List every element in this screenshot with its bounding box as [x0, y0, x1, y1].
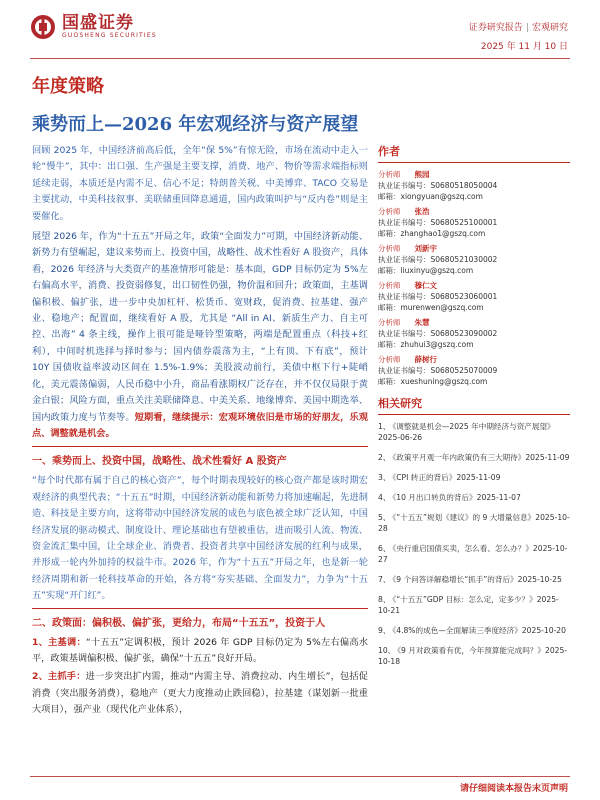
author-email-link[interactable]: zhanghao1@gszq.com	[400, 229, 486, 238]
related-research-item[interactable]: 8、 《“十五五”GDP 目标：怎么定，定多少？》2025-10-21	[378, 595, 559, 615]
author-email-link[interactable]: xueshuning@gszq.com	[400, 377, 488, 386]
author-block: 分析师 朱慧 执业证书编号：S0680523090002 邮箱：zhuhui3@gszq.com	[378, 318, 498, 349]
sidebar	[378, 143, 570, 676]
related-research-item[interactable]: 10、 《9 月对政策看有优，今年预算能完成吗？》2025-10-18	[378, 646, 568, 666]
author-email-link[interactable]: xiongyuan@gszq.com	[400, 192, 483, 201]
logo-english-name: GUOSHENG SECURITIES	[62, 32, 157, 39]
related-research-item[interactable]: 6、 《央行重启国债买卖，怎么看、怎么办？》2025-10-27	[378, 544, 568, 564]
report-title: 乘势而上—2026 年宏观经济与资产展望	[32, 114, 359, 135]
report-type-separator: |	[525, 23, 529, 33]
section-label: 年度策略	[32, 76, 104, 97]
related-research-item[interactable]: 9、 《4.8%的成色—全面解读三季度经济》2025-10-20	[378, 626, 566, 635]
author-email-link[interactable]: zhuhui3@gszq.com	[400, 340, 474, 349]
author-block: 分析师 薛树行 执业证书编号：S0680525070009 邮箱：xueshuning@gszq.com	[378, 355, 498, 386]
author-block: 分析师 穆仁文 执业证书编号：S0680523060001 邮箱：murenwen@gszq.com	[378, 281, 498, 312]
report-type	[469, 20, 568, 33]
author-email-link[interactable]: liuxinyu@gszq.com	[400, 266, 474, 275]
section-divider	[32, 446, 368, 447]
related-research-heading: 相关研究	[378, 395, 570, 415]
footer-divider	[30, 776, 570, 777]
report-meta	[469, 20, 568, 52]
section-divider	[32, 608, 368, 609]
related-research-item[interactable]: 7、 《9 个问答详解稳增长“抓手”的背后》2025-10-25	[378, 575, 562, 584]
header-divider	[30, 58, 570, 59]
author-email-link[interactable]: murenwen@gszq.com	[400, 303, 484, 312]
logo-chinese-name: 国盛证券	[62, 13, 134, 33]
author-block: 分析师 刘新宇 执业证书编号：S0680521030002 邮箱：liuxinyu@gszq.com	[378, 244, 498, 275]
section-1-paragraph: “每个时代都有属于自己的核心资产”，每个时期表现较好的核心资产都是该时期宏观经济的典型代表；“十五五”时期，中国经济新动能和新势力将加速崛起，先进制造、科技是主要方向，这将带动中国经济发展的成色与底色被全球广泛认知，中国经济发展的驱动模式、制度设计、理论基础也有望被重估，进而吸引人流、物流、资金流汇集中国，让全球企业、消费者、投资者共享中国经济发展的红利与成果，并形成一轮内外加持的权益牛市。2026 年，作为“十五五”开局之年，也是新一轮经济周期和新一轮科技革命的开始，各方将“夯实基础、全面发力”，力争为“十五五”实现“开门红”。	[32, 475, 368, 602]
summary-highlight: 短期看，继续提示：宏观环境依旧是市场的好朋友，乐观点、调整就是机会。	[32, 411, 369, 439]
logo-emblem-icon	[30, 14, 56, 40]
author-block: 分析师 熊园 执业证书编号：S0680518050004 邮箱：xiongyuan@gszq.com	[378, 170, 498, 201]
author-block: 分析师 张浩 执业证书编号：S0680525100001 邮箱：zhanghao1@gszq.com	[378, 207, 498, 238]
report-date: 2025 年 11 月 10 日	[480, 42, 568, 52]
section-2-item-2: 2、主抓手：进一步突出扩内需，推动“内需主导、消费拉动、内生增长”，包括促消费（突出服务消费），稳地产（更大力度推动止跌回稳），拉基建（谋划新一批重大项目），强产业（现代化产业体系），	[32, 671, 368, 716]
main-content	[32, 143, 368, 721]
summary-paragraph-2: 展望 2026 年，作为“十五五”开局之年，政策“全面发力”可期，中国经济新动能、新势力有望崛起，建议来势而上、投资中国，战略性、战术性看好 A 股资产，具体看，2026 年经济与大类资产的基准情形可能是：基本面，GDP 目标仍定为 5%左右偏高水平，消费、投资弱修复，出口韧性仍强，物价温和回升；政策面，主基调偏积极、偏扩张，进一步中央加杠杆、松货币、宽财政，促消费、拉基建、强产业、稳地产；配置面，继续看好 A 股，尤其是 “All in AI、新质生产力、自主可控、出海” 4 条主线，操作上很可能是哑铃型策略，两端是配置重点（科技+红利），中间时机选择与择时参与；国内债券震荡为主，“上有顶、下有底”，预计 10Y 国债收益率波动区间在 1.5%-1.9%；美股波动前行，美债中枢下行+陡峭化，美元震荡偏弱，人民币稳中小升，商品看涨期权广泛存在，并不仅仅局限于黄金白银；风险方面，重点关注美联储降息、中美关系、地缘博弈、美国中期选举、国内政策力度与节奏等。短期看，继续提示：宏观环境依旧是市场的好朋友，乐观点、调整就是机会。	[32, 231, 369, 439]
related-research-item[interactable]: 1、 《调整就是机会—2025 年中期经济与资产展望》2025-06-26	[378, 422, 555, 442]
authors-heading: 作者	[378, 143, 570, 163]
related-research-item[interactable]: 4、 《10 月出口转负的背后》2025-11-07	[378, 493, 521, 502]
summary-paragraph-1: 回顾 2025 年，中国经济前高后低，全年“保 5%”有惊无险，市场在流动中走入一轮“慢牛”，其中：出口强、生产强是主要支撑，消费、地产、物价等需求端指标则延续走弱，本质还是内需不足、信心不足；特朗普关税、中美博弈、TACO 交易是主要扰动，中美科技叙事、美联储重回降息通道，国内政策叫护与“反内卷”则是主要催化。	[32, 145, 368, 222]
related-research-item[interactable]: 2、 《政策平月观一年内政策仍有三大期待》2025-11-09	[378, 453, 570, 462]
footer-disclaimer: 请仔细阅读本报告末页声明	[459, 784, 568, 794]
related-research-item[interactable]: 5、 《“十五五”规划《建议》的 9 大增量信息》2025-10-28	[378, 513, 570, 533]
section-heading-2: 二、政策面：偏积极、偏扩张，更给力，布局“十五五”，投资于人	[32, 617, 326, 629]
company-logo	[30, 14, 157, 40]
section-heading-1: 一、乘势而上、投资中国，战略性、战术性看好 A 股资产	[32, 456, 287, 468]
section-2-item-1: 1、主基调：“十五五”定调积极，预计 2026 年 GDP 目标仍定为 5%左右偏高水平，政策基调偏积极、偏扩张，确保“十五五”良好开局。	[32, 636, 368, 664]
report-type-a: 证券研究报告	[468, 23, 523, 33]
report-type-b: 宏观研究	[531, 23, 568, 33]
related-research-item[interactable]: 3、 《CPI 转正的背后》2025-11-09	[378, 473, 501, 482]
